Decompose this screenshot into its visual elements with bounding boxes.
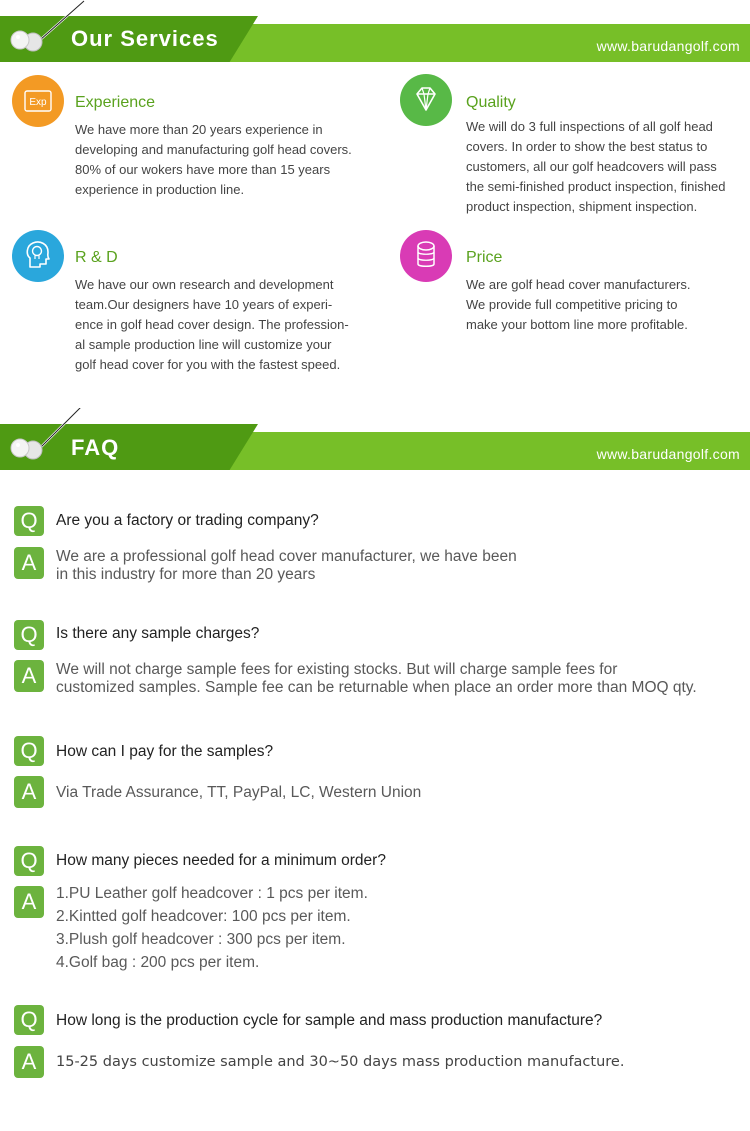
banner-title: FAQ xyxy=(71,435,120,460)
answer-badge: A xyxy=(14,660,44,692)
service-title-rnd: R & D xyxy=(75,249,118,266)
diamond-icon xyxy=(400,74,452,126)
answer-badge: A xyxy=(14,886,44,918)
banner-site-url[interactable]: www.barudangolf.com xyxy=(596,38,740,54)
services-banner xyxy=(0,0,750,62)
faq-answer: 1.PU Leather golf headcover : 1 pcs per item. 2.Kintted golf headcover: 100 pcs per item. 3.Plush golf headcover : 300 pcs per item. 4.Golf bag : 200 pcs per item. xyxy=(56,885,368,971)
faq-answer: 15-25 days customize sample and 30~50 days mass production manufacture. xyxy=(56,1054,625,1070)
answer-badge: A xyxy=(14,547,44,579)
faq-answer: Via Trade Assurance, TT, PayPal, LC, Western Union xyxy=(56,784,422,801)
faq-banner xyxy=(0,408,750,470)
coin-stack-icon xyxy=(400,230,452,282)
faq-question: How can I pay for the samples? xyxy=(56,743,274,760)
service-text-experience: We have more than 20 years experience in developing and manufacturing golf head covers. 80% of our wokers have more than 15 years experience in production line. xyxy=(75,122,352,197)
service-title-price: Price xyxy=(466,249,503,266)
answer-badge: A xyxy=(14,1046,44,1078)
service-text-price: We are golf head cover manufacturers. We provide full competitive pricing to make your bottom line more profitable. xyxy=(466,277,691,332)
service-title-quality: Quality xyxy=(466,94,516,111)
service-text-quality: We will do 3 full inspections of all golf head covers. In order to show the best status to customers, all our golf headcovers will pass the semi-finished product inspection, finished product inspection, shipment inspection. xyxy=(466,119,726,214)
svg-text:Exp: Exp xyxy=(29,97,47,108)
answer-badge: A xyxy=(14,776,44,808)
faq-answer: We are a professional golf head cover manufacturer, we have been in this industry for more than 20 years xyxy=(56,548,517,583)
service-title-experience: Experience xyxy=(75,94,156,111)
faq-question: Are you a factory or trading company? xyxy=(56,512,319,529)
service-text-rnd: We have our own research and development team.Our designers have 10 years of experi- ence in golf head cover design. The profession- al sample production line will customize your golf head cover for you with the fastest speed. xyxy=(75,277,349,372)
banner-title: Our Services xyxy=(71,26,219,51)
faq-question: How many pieces needed for a minimum order? xyxy=(56,852,386,869)
question-badge: Q xyxy=(14,506,44,536)
banner-site-url[interactable]: www.barudangolf.com xyxy=(596,446,740,462)
faq-question: How long is the production cycle for sample and mass production manufacture? xyxy=(56,1012,603,1029)
question-badge: Q xyxy=(14,620,44,650)
lightbulb-head-icon xyxy=(12,230,64,282)
faq-answer: We will not charge sample fees for existing stocks. But will charge sample fees for customized samples. Sample fee can be returnable when place an order more than MOQ qty. xyxy=(56,661,697,696)
exp-badge-icon xyxy=(12,75,64,127)
faq-question: Is there any sample charges? xyxy=(56,625,260,642)
question-badge: Q xyxy=(14,846,44,876)
question-badge: Q xyxy=(14,1005,44,1035)
question-badge: Q xyxy=(14,736,44,766)
